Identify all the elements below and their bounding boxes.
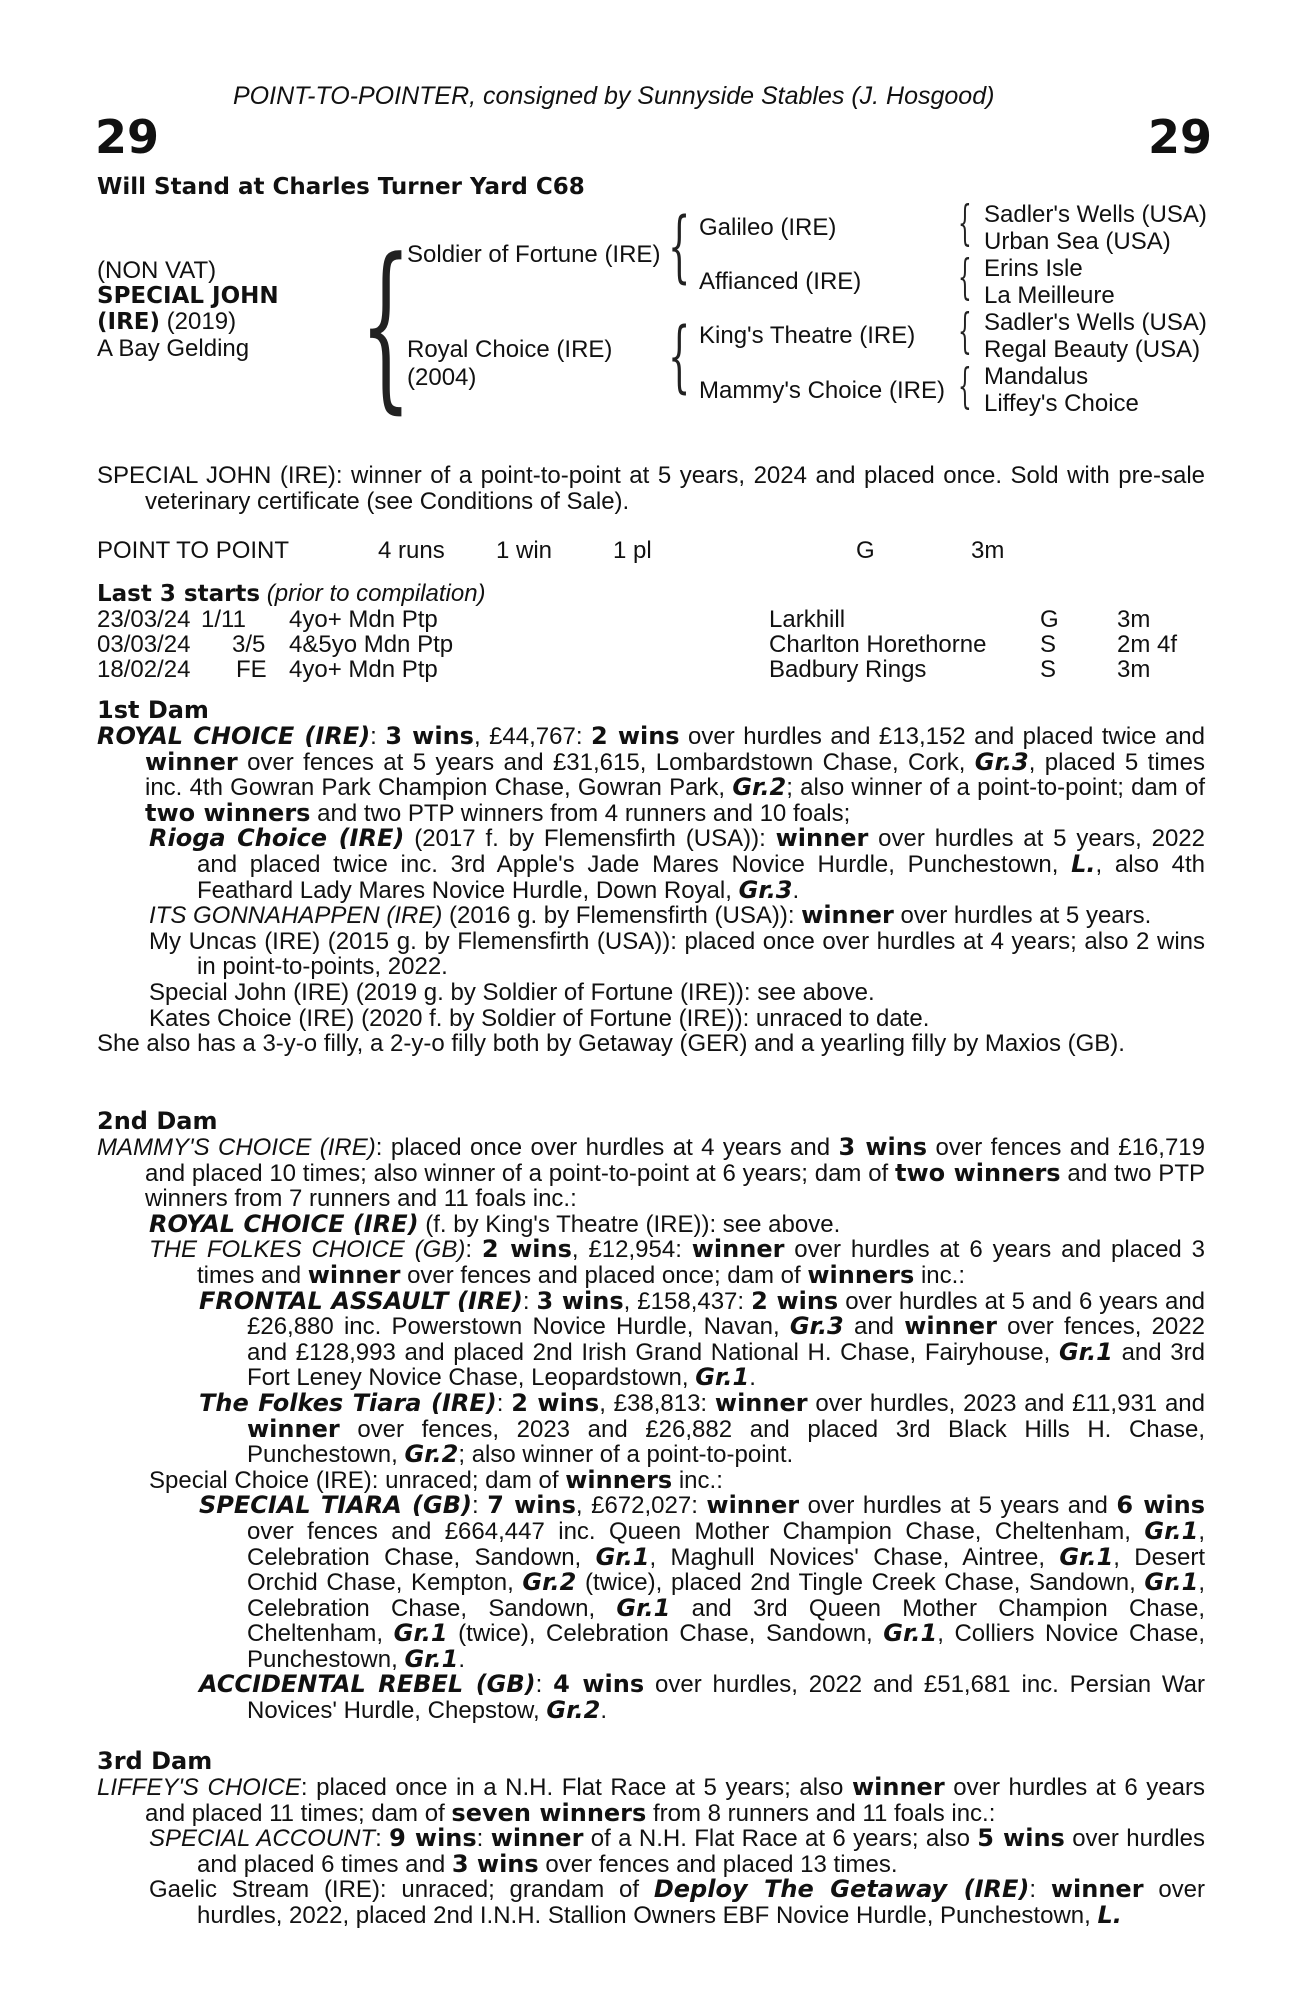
horse-year: (2019)	[160, 308, 237, 335]
horse-origin: (IRE)	[97, 309, 161, 335]
horse-summary: SPECIAL JOHN (IRE): winner of a point-to-point at 5 years, 2024 and placed once. Sold with pre-sale veterinary certificate (see Conditions of Sale).	[97, 462, 1205, 515]
pedigree-sire-dam: Affianced (IRE)	[699, 268, 862, 295]
pedigree-dam: Royal Choice (IRE)	[407, 336, 613, 363]
pedigree-gg-4: La Meilleure	[984, 282, 1115, 309]
second-dam-text: MAMMY'S CHOICE (IRE): placed once over hurdles at 4 years and 3 wins over fences and £16,719 and placed 10 times; also winner of a point-to-point at 6 years; dam of two winners and two PTP winners from 7 runners and 11 foals inc.: ROYAL CHOICE (IRE) (f. by King's Theatre (IRE)): see above. THE FOLKES CHOICE (GB): 2 wins, £12,954: winner over hurdles at 6 years and placed 3 times and winner over fences and placed once; dam of winners inc.: FRONTAL ASSAULT (IRE): 3 wins, £158,437: 2 wins over hurdles at 5 and 6 years and £26,880 inc. Powerstown Novice Hurdle, Navan, Gr.3 and winner over fences, 2022 and £128,993 and placed 2nd Irish Grand National H. Chase, Fairyhouse, Gr.1 and 3rd Fort Leney Novice Chase, Leopardstown, Gr.1. The Folkes Tiara (IRE): 2 wins, £38,813: winner over hurdles, 2023 and £11,931 and winner over fences, 2023 and £26,882 and placed 3rd Black Hills H. Chase, Punchestown, Gr.2; also winner of a point-to-point. Special Choice (IRE): unraced; dam of winners inc.: SPECIAL TIARA (GB): 7 wins, £672,027: winner over hurdles at 5 years and 6 wins over fences and £664,447 inc. Queen Mother Champion Chase, Cheltenham, Gr.1, Celebration Chase, Sandown, Gr.1, Maghull Novices' Chase, Aintree, Gr.1, Desert Orchid Chase, Kempton, Gr.2 (twice), placed 2nd Tingle Creek Chase, Sandown, Gr.1, Celebration Chase, Sandown, Gr.1 and 3rd Queen Mother Champion Chase, Cheltenham, Gr.1 (twice), Celebration Chase, Sandown, Gr.1, Colliers Novice Chase, Punchestown, Gr.1. ACCIDENTAL REBEL (GB): 4 wins over hurdles, 2022 and £51,681 inc. Persian War Novices' Hurdle, Chepstow, Gr.2.	[97, 1133, 1206, 1725]
start-going: S	[1040, 656, 1057, 683]
last-starts-heading: Last 3 starts	[97, 581, 261, 607]
third-dam-heading: 3rd Dam	[97, 1747, 213, 1775]
start-going: S	[1040, 631, 1057, 658]
pedigree-gg-6: Regal Beauty (USA)	[984, 336, 1201, 363]
record-runs: 4 runs	[378, 537, 445, 564]
pedigree-gg-8: Liffey's Choice	[984, 390, 1139, 417]
horse-name: SPECIAL JOHN	[97, 283, 279, 309]
pedigree-gg-3: Erins Isle	[984, 255, 1083, 282]
gg-brace-4: {	[958, 358, 972, 414]
consignor-line: POINT-TO-POINTER, consigned by Sunnyside Stables (J. Hosgood)	[233, 82, 995, 110]
pedigree-dam-dam: Mammy's Choice (IRE)	[699, 377, 945, 404]
last-starts-note: (prior to compilation)	[266, 580, 486, 607]
start-date: 23/03/24	[97, 606, 191, 633]
pedigree-gg-1: Sadler's Wells (USA)	[984, 201, 1207, 228]
gg-brace-3: {	[958, 303, 972, 359]
start-distance: 3m	[1117, 606, 1151, 633]
horse-description: A Bay Gelding	[97, 335, 250, 362]
start-date: 03/03/24	[97, 631, 191, 658]
start-race: 4yo+ Mdn Ptp	[289, 656, 438, 683]
pedigree-dam-sire: King's Theatre (IRE)	[699, 322, 916, 349]
record-wins: 1 win	[496, 537, 553, 564]
start-course: Charlton Horethorne	[769, 631, 987, 658]
record-distance: 3m	[971, 537, 1005, 564]
lot-number-right: 29	[1148, 110, 1213, 164]
second-dam-heading: 2nd Dam	[97, 1107, 218, 1135]
vat-status: (NON VAT)	[97, 257, 217, 284]
start-distance: 3m	[1117, 656, 1151, 683]
horse-origin-line	[97, 309, 236, 335]
first-dam-text: ROYAL CHOICE (IRE): 3 wins, £44,767: 2 wins over hurdles and £13,152 and placed twice and winner over fences at 5 years and £31,615, Lombardstown Chase, Cork, Gr.3, placed 5 times inc. 4th Gowran Park Champion Chase, Gowran Park, Gr.2; also winner of a point-to-point; dam of two winners and two PTP winners from 4 runners and 10 foals; Rioga Choice (IRE) (2017 f. by Flemensfirth (USA)): winner over hurdles at 5 years, 2022 and placed twice inc. 3rd Apple's Jade Mares Novice Hurdle, Punchestown, L., also 4th Feathard Lady Mares Novice Hurdle, Down Royal, Gr.3. ITS GONNAHAPPEN (IRE) (2016 g. by Flemensfirth (USA)): winner over hurdles at 5 years. My Uncas (IRE) (2015 g. by Flemensfirth (USA)): placed once over hurdles at 4 years; also 2 wins in point-to-points, 2022. Special John (IRE) (2019 g. by Soldier of Fortune (IRE)): see above. Kates Choice (IRE) (2020 f. by Soldier of Fortune (IRE)): unraced to date. She also has a 3-y-o filly, a 2-y-o filly both by Getaway (GER) and a yearling filly by Maxios (GB).	[97, 722, 1205, 1058]
pedigree-gg-5: Sadler's Wells (USA)	[984, 309, 1207, 336]
start-date: 18/02/24	[97, 656, 191, 683]
stand-location: Will Stand at Charles Turner Yard C68	[97, 174, 585, 200]
pedigree-main-brace: {	[360, 221, 412, 430]
record-going: G	[856, 537, 875, 564]
first-dam-heading: 1st Dam	[97, 696, 209, 724]
start-going: G	[1040, 606, 1059, 633]
start-race: 4yo+ Mdn Ptp	[289, 606, 438, 633]
third-dam-text: LIFFEY'S CHOICE: placed once in a N.H. Flat Race at 5 years; also winner over hurdles at 6 years and placed 11 times; dam of seven winners from 8 runners and 11 foals inc.: SPECIAL ACCOUNT: 9 wins: winner of a N.H. Flat Race at 6 years; also 5 wins over hurdles and placed 6 times and 3 wins over fences and placed 13 times. Gaelic Stream (IRE): unraced; grandam of Deploy The Getaway (IRE): winner over hurdles, 2022, placed 2nd I.N.H. Stallion Owners EBF Novice Hurdle, Punchestown, L.	[97, 1773, 1206, 1929]
gg-brace-2: {	[958, 249, 972, 305]
start-distance: 2m 4f	[1117, 631, 1178, 658]
last-starts-heading-line	[97, 581, 486, 607]
lot-number-left: 29	[95, 110, 160, 164]
start-position: 3/5	[232, 631, 266, 658]
record-label: POINT TO POINT	[97, 537, 290, 564]
pedigree-sire-sire: Galileo (IRE)	[699, 214, 837, 241]
start-position: 1/11	[201, 606, 246, 633]
pedigree-gg-7: Mandalus	[984, 363, 1089, 390]
pedigree-gg-2: Urban Sea (USA)	[984, 228, 1171, 255]
record-placed: 1 pl	[613, 537, 652, 564]
gg-brace-1: {	[958, 195, 972, 251]
dam-brace: {	[668, 312, 691, 402]
start-course: Larkhill	[769, 606, 846, 633]
start-position: FE	[236, 656, 267, 683]
start-race: 4&5yo Mdn Ptp	[289, 631, 454, 658]
pedigree-sire: Soldier of Fortune (IRE)	[407, 241, 661, 268]
start-course: Badbury Rings	[769, 656, 927, 683]
sire-brace: {	[668, 202, 691, 292]
pedigree-dam-year: (2004)	[407, 364, 477, 391]
